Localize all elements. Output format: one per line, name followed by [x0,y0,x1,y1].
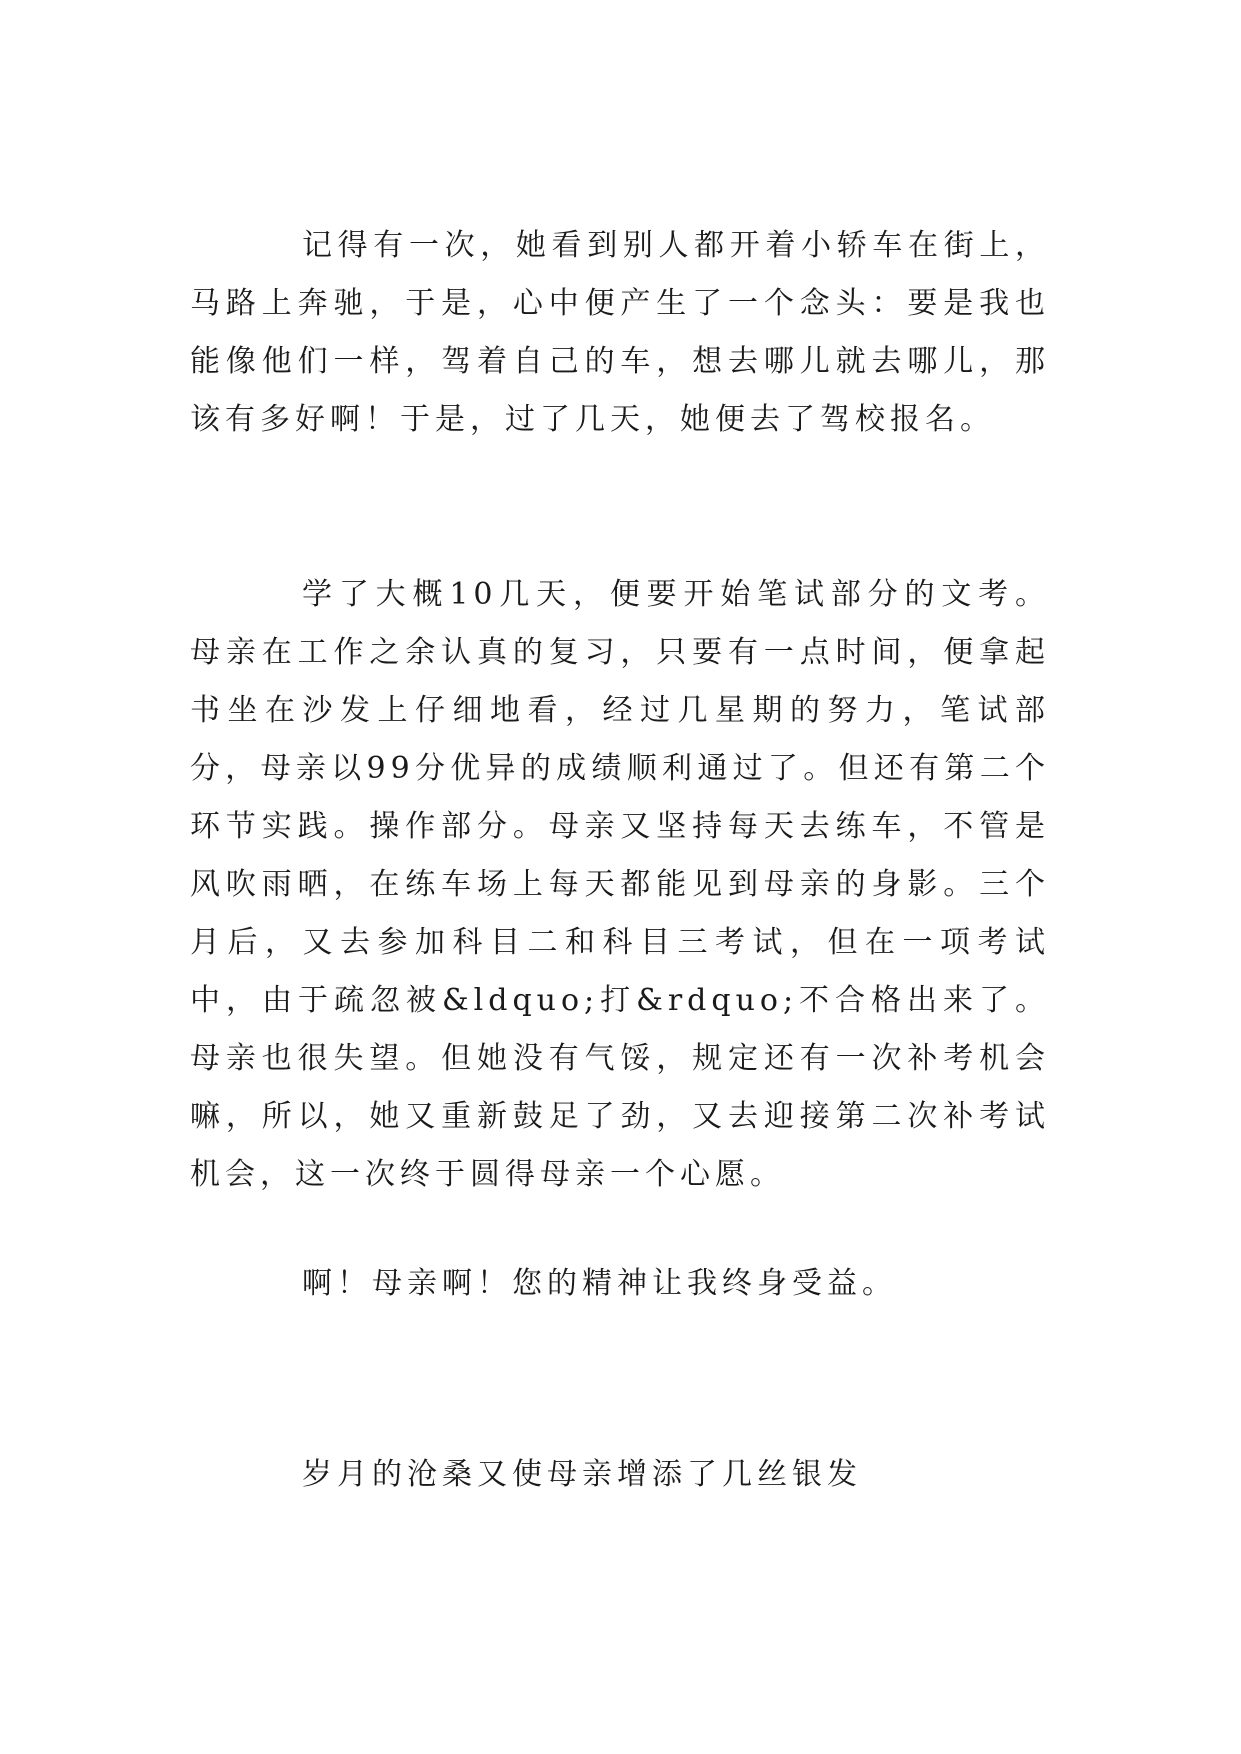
paragraph-exam-preparation: 学了大概10几天，便要开始笔试部分的文考。母亲在工作之余认真的复习，只要有一点时间，便拿起书坐在沙发上仔细地看，经过几星期的努力，笔试部分，母亲以99分优异的成绩顺利通过了。但还有第二个环节实践。操作部分。母亲又坚持每天去练车，不管是风吹雨晒，在练车场上每天都能见到母亲的身影。三个月后，又去参加科目二和科目三考试，但在一项考试中，由于疏忽被&ldquo;打&rdquo;不合格出来了。母亲也很失望。但她没有气馁，规定还有一次补考机会嘛，所以，她又重新鼓足了劲，又去迎接第二次补考试机会，这一次终于圆得母亲一个心愿。 [190,577,1050,1192]
paragraph-exclamation: 啊！母亲啊！您的精神让我终身受益。 [302,1266,897,1301]
paragraph-driving-school-decision: 记得有一次，她看到别人都开着小轿车在街上，马路上奔驰，于是，心中便产生了一个念头：要是我也能像他们一样，驾着自己的车，想去哪儿就去哪儿，那该有多好啊！于是，过了几天，她便去了驾校报名。 [190,228,1050,437]
paragraph-closing-line: 岁月的沧桑又使母亲增添了几丝银发 [302,1457,862,1492]
